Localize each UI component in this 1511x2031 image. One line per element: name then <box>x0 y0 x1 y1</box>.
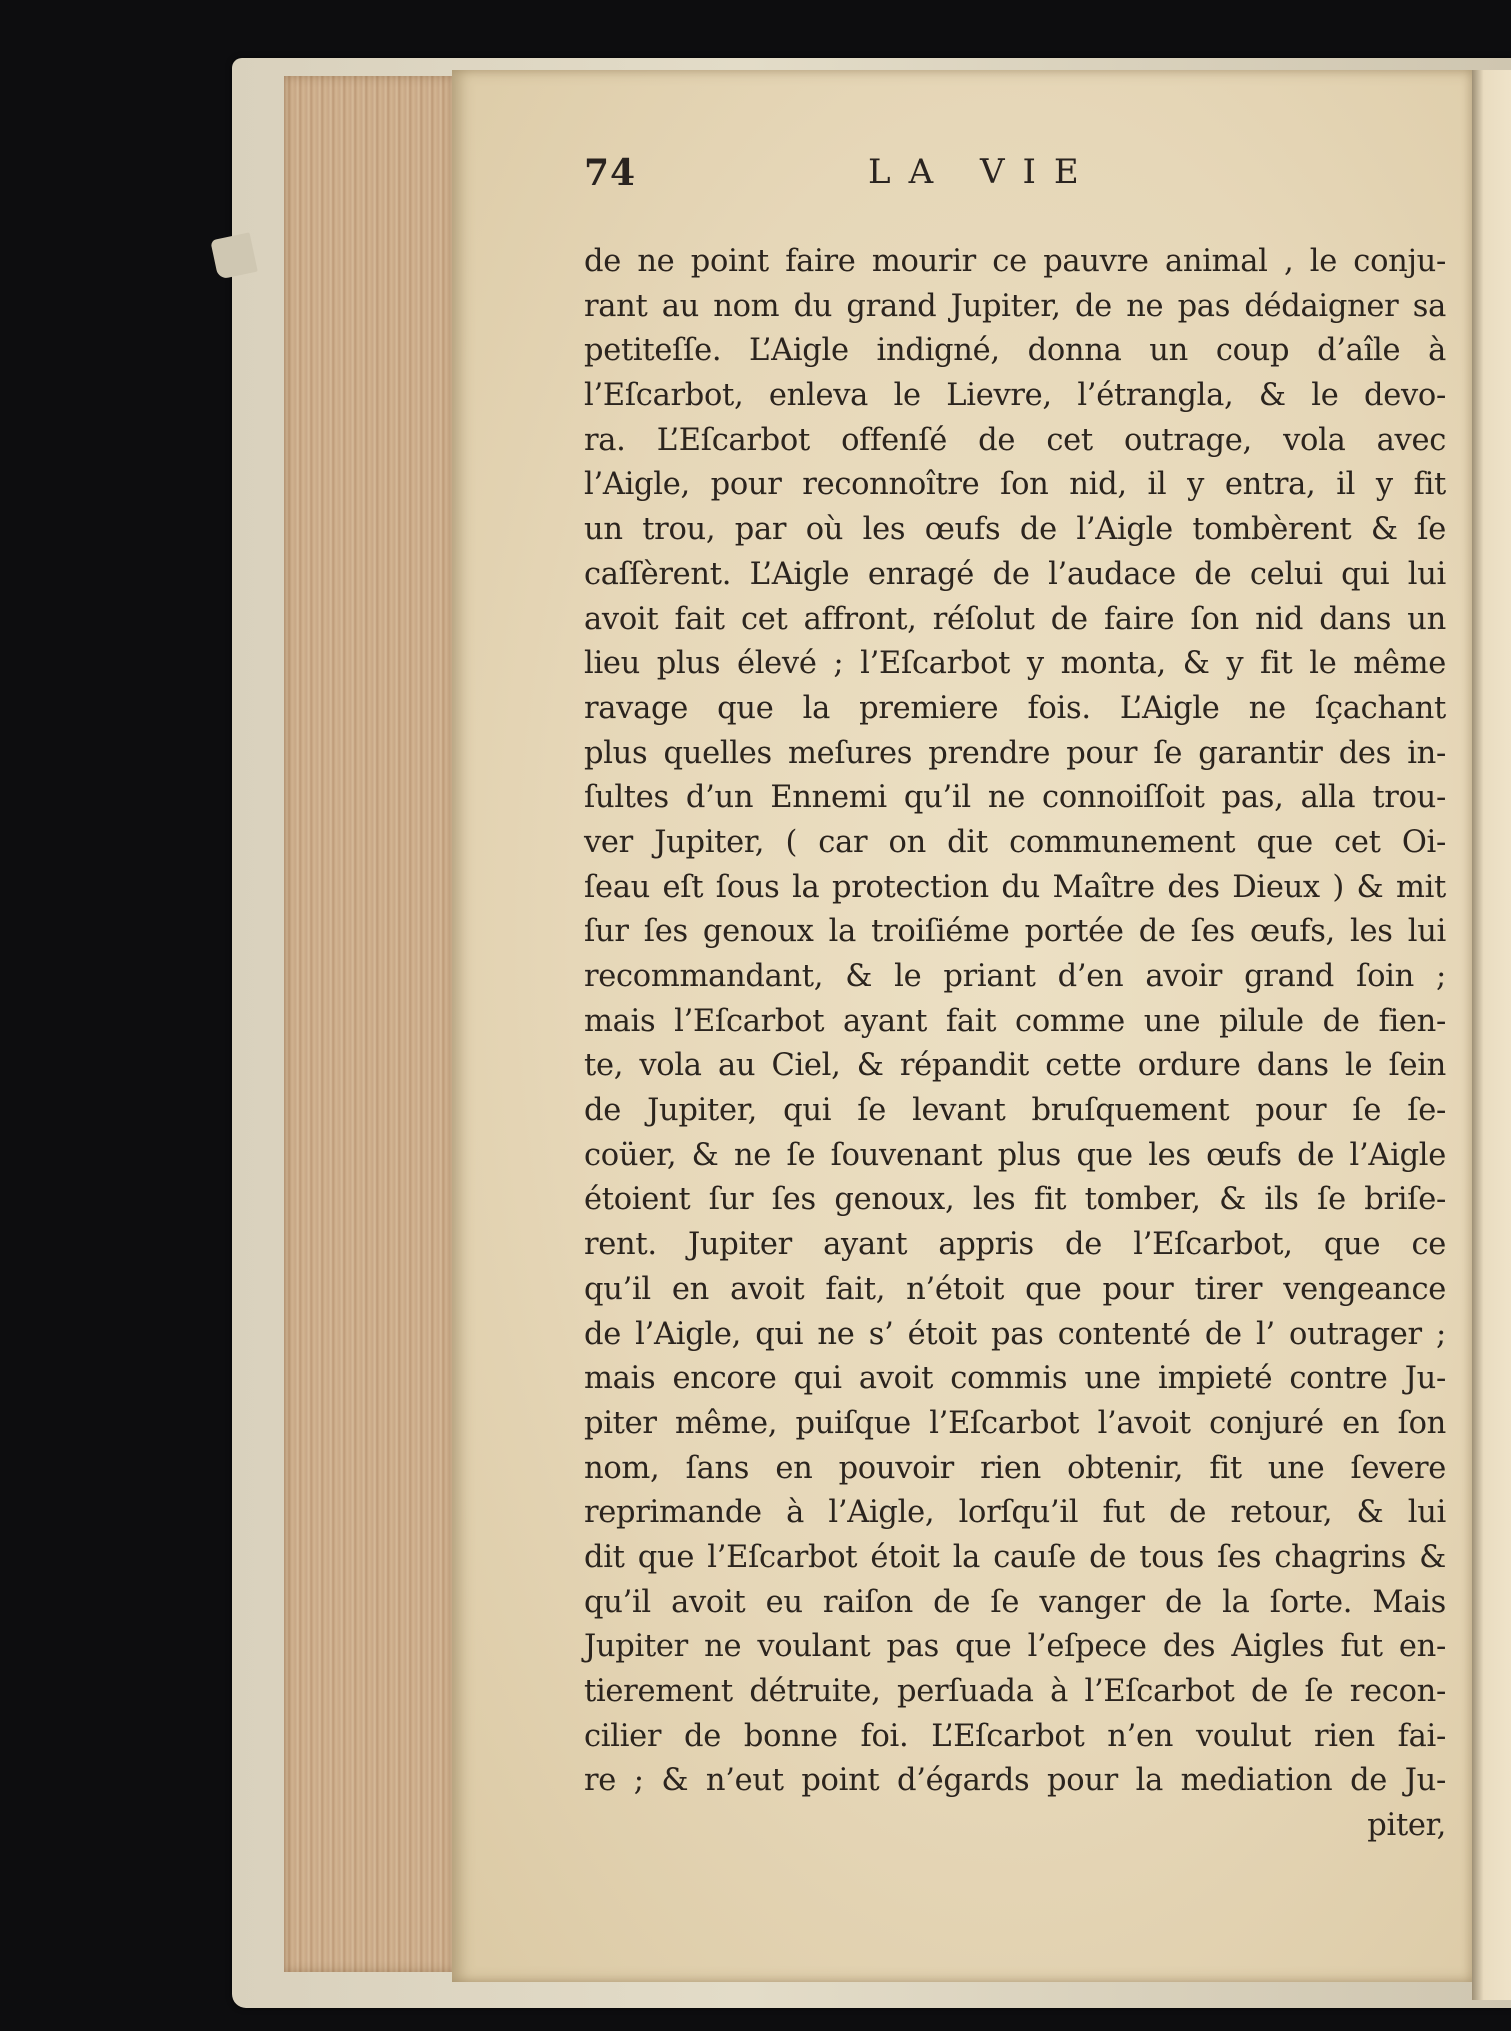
text-line: de Jupiter, qui ſe levant bruſquement pour ſe ſe- <box>584 1093 1446 1129</box>
text-line: ravage que la premiere fois. L’Aigle ne ſçachant <box>584 690 1446 726</box>
text-line: reprimande à l’Aigle, lorſqu’il fut de retour, & lui <box>584 1495 1446 1531</box>
text-line: plus quelles meſures prendre pour ſe garantir des in- <box>584 735 1446 771</box>
text-line: étoient ſur ſes genoux, les fit tomber, & ils ſe briſe- <box>584 1182 1446 1218</box>
text-line: ſur ſes genoux la troiſiéme portée de ſes œufs, les lui <box>584 914 1446 950</box>
cover-clasp <box>210 232 257 279</box>
text-line: mais l’Eſcarbot ayant fait comme une pilule de fien- <box>584 1003 1446 1039</box>
text-line: Jupiter ne voulant pas que l’eſpece des Aigles fut en- <box>584 1629 1446 1665</box>
text-line: lieu plus élevé ; l’Eſcarbot y monta, & y fit le même <box>584 646 1446 682</box>
text-line: qu’il avoit eu raiſon de ſe vanger de la ſorte. Mais <box>584 1584 1446 1620</box>
facing-page-edge <box>1472 70 1511 2000</box>
text-line: ſultes d’un Ennemi qu’il ne connoiſſoit pas, alla trou- <box>584 780 1446 816</box>
text-line: rant au nom du grand Jupiter, de ne pas dédaigner sa <box>584 288 1446 324</box>
text-line: ver Jupiter, ( car on dit communement que cet Oi- <box>584 824 1446 860</box>
text-line: ſeau eſt ſous la protection du Maître des Dieux ) & mit <box>584 869 1446 905</box>
text-line: l’Eſcarbot, enleva le Lievre, l’étrangla, & le devo- <box>584 378 1446 414</box>
text-line: ra. L’Eſcarbot offenſé de cet outrage, vola avec <box>584 422 1446 458</box>
text-line: rent. Jupiter ayant appris de l’Eſcarbot, que ce <box>584 1227 1446 1263</box>
body-text <box>584 240 1446 1849</box>
text-line: avoit fait cet affront, réſolut de faire ſon nid dans un <box>584 601 1446 637</box>
text-line: tierement détruite, perſuada à l’Eſcarbot de ſe recon- <box>584 1674 1446 1709</box>
text-line: recommandant, & le priant d’en avoir grand ſoin ; <box>584 959 1446 994</box>
text-line: cilier de bonne foi. L’Eſcarbot n’en voulut rien fai- <box>584 1718 1446 1754</box>
text-line: dit que l’Eſcarbot étoit la cauſe de tous ſes chagrins & <box>584 1539 1446 1575</box>
page-number: 74 <box>584 152 637 194</box>
page-header <box>584 152 1144 202</box>
running-title: LA VIE <box>868 152 1097 192</box>
text-line: un trou, par où les œufs de l’Aigle tombèrent & ſe <box>584 512 1446 548</box>
text-line: nom, ſans en pouvoir rien obtenir, fit une ſevere <box>584 1450 1446 1486</box>
catchword: piter, <box>1367 1808 1446 1844</box>
text-line: coüer, & ne ſe ſouvenant plus que les œufs de l’Aigle <box>584 1137 1446 1173</box>
text-line: te, vola au Ciel, & répandit cette ordure dans le ſein <box>584 1048 1446 1084</box>
text-line: l’Aigle, pour reconnoître ſon nid, il y entra, il y fit <box>584 467 1446 503</box>
text-line: caſſèrent. L’Aigle enragé de l’audace de celui qui lui <box>584 556 1446 592</box>
text-line: qu’il en avoit fait, n’étoit que pour tirer vengeance <box>584 1271 1446 1307</box>
page-edges <box>284 76 456 1972</box>
text-line: petiteſſe. L’Aigle indigné, donna un coup d’aîle à <box>584 333 1446 369</box>
text-line: re ; & n’eut point d’égards pour la mediation de Ju- <box>584 1763 1446 1799</box>
text-line: de l’Aigle, qui ne s’ étoit pas contenté de l’ outrager ; <box>584 1316 1446 1352</box>
text-line: mais encore qui avoit commis une impieté contre Ju- <box>584 1361 1446 1397</box>
text-line: de ne point faire mourir ce pauvre animal , le conju- <box>584 244 1446 279</box>
text-line: piter même, puiſque l’Eſcarbot l’avoit conjuré en ſon <box>584 1405 1446 1441</box>
